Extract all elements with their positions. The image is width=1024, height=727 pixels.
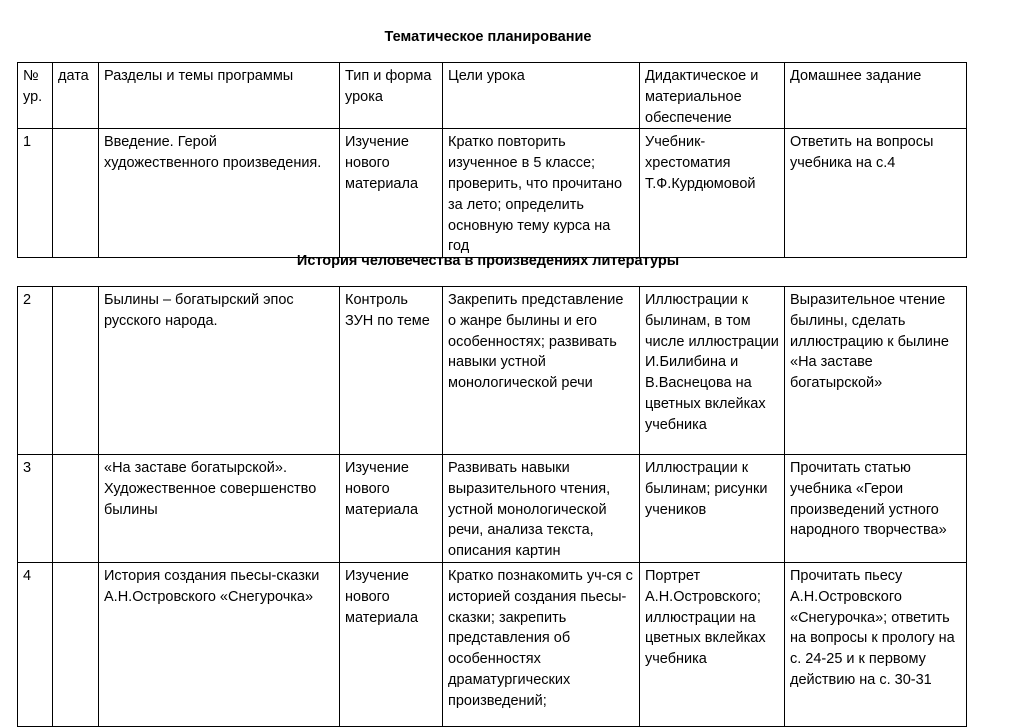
cell-lesson-goals: Кратко повторить изученное в 5 классе; проверить, что прочитано за лето; определить основную тему курса на год [443, 129, 640, 258]
cell-lesson-type: Изучение нового материала [340, 129, 443, 258]
cell-lesson-goals: Закрепить представление о жанре былины и его особенностях; развивать навыки устной монологической речи [443, 287, 640, 455]
cell-homework: Прочитать пьесу А.Н.Островского «Снегурочка»; ответить на вопросы к прологу на с. 24-25 и к первому действию на с. 30-31 [785, 562, 967, 726]
cell-lesson-type: Контроль ЗУН по теме [340, 287, 443, 455]
cell-didactic-materials: Учебник-хрестоматия Т.Ф.Курдюмовой [640, 129, 785, 258]
section-heading: История человечества в произведениях литературы [296, 253, 680, 269]
cell-lesson-number: 4 [18, 562, 53, 726]
cell-section-topic: История создания пьесы-сказки А.Н.Островского «Снегурочка» [99, 562, 340, 726]
cell-lesson-goals: Развивать навыки выразительного чтения, устной монологической речи, анализа текста, описания картин [443, 455, 640, 563]
header-date: дата [53, 63, 99, 129]
cell-lesson-goals: Кратко познакомить уч-ся с историей создания пьесы-сказки; закрепить представления об особенностях драматургических произведений; [443, 562, 640, 726]
header-lesson-type: Тип и форма урока [340, 63, 443, 129]
cell-section-topic: Былины – богатырский эпос русского народа. [99, 287, 340, 455]
cell-lesson-number: 3 [18, 455, 53, 563]
cell-lesson-number: 2 [18, 287, 53, 455]
table-row [18, 287, 967, 455]
table-row [18, 562, 967, 726]
header-homework: Домашнее задание [785, 63, 967, 129]
cell-date [53, 129, 99, 258]
cell-didactic-materials: Портрет А.Н.Островского; иллюстрации на цветных вклейках учебника [640, 562, 785, 726]
cell-date [53, 287, 99, 455]
table-header-row [18, 63, 967, 129]
cell-homework: Выразительное чтение былины, сделать иллюстрацию к былине «На заставе богатырской» [785, 287, 967, 455]
cell-date [53, 562, 99, 726]
header-sections-topics: Разделы и темы программы [99, 63, 340, 129]
cell-homework: Прочитать статью учебника «Герои произведений устного народного творчества» [785, 455, 967, 563]
cell-date [53, 455, 99, 563]
header-lesson-number: № ур. [18, 63, 53, 129]
planning-table-intro [17, 62, 967, 258]
table-row [18, 129, 967, 258]
cell-didactic-materials: Иллюстрации к былинам; рисунки учеников [640, 455, 785, 563]
cell-didactic-materials: Иллюстрации к былинам, в том числе иллюстрации И.Билибина и В.Васнецова на цветных вклейках учебника [640, 287, 785, 455]
header-didactic-materials: Дидактическое и материальное обеспечение [640, 63, 785, 129]
document-title: Тематическое планирование [384, 29, 592, 45]
cell-lesson-type: Изучение нового материала [340, 455, 443, 563]
planning-table-section [17, 286, 967, 727]
table-row [18, 455, 967, 563]
cell-section-topic: Введение. Герой художественного произведения. [99, 129, 340, 258]
cell-lesson-type: Изучение нового материала [340, 562, 443, 726]
header-lesson-goals: Цели урока [443, 63, 640, 129]
cell-section-topic: «На заставе богатырской». Художественное совершенство былины [99, 455, 340, 563]
cell-homework: Ответить на вопросы учебника на с.4 [785, 129, 967, 258]
cell-lesson-number: 1 [18, 129, 53, 258]
